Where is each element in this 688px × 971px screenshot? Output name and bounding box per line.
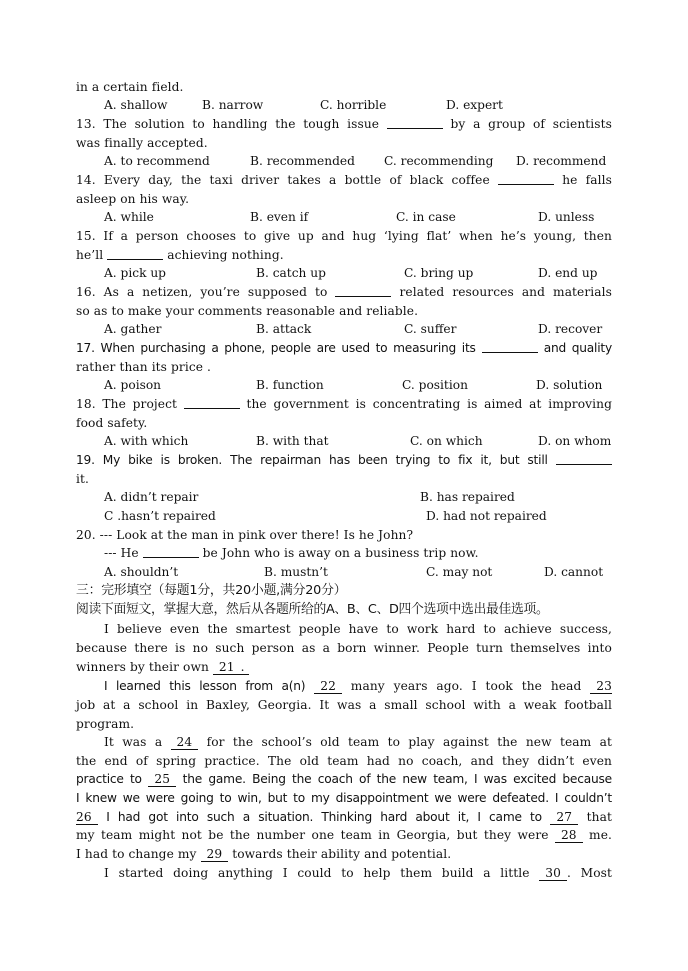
blank-number: 23 — [590, 679, 612, 694]
question-14-line2 — [76, 190, 612, 208]
blank-number: 27 — [550, 810, 578, 825]
text: that — [586, 810, 612, 824]
stem: asleep on his way. — [76, 192, 190, 206]
option-d: D. on whom — [538, 434, 612, 448]
answer-blank — [482, 339, 538, 353]
stem: he falls — [562, 173, 612, 187]
passage-line — [76, 826, 612, 844]
option-b: B. attack — [256, 322, 312, 336]
passage-line — [104, 677, 612, 695]
question-15-line2 — [76, 246, 612, 264]
stem: achieving nothing. — [167, 248, 284, 262]
option-a: A. with which — [104, 434, 189, 448]
text: . Most — [566, 866, 612, 880]
option-a: A. gather — [104, 322, 162, 336]
passage-line — [76, 639, 612, 657]
stem: food safety. — [76, 416, 148, 430]
text: It was a — [104, 735, 163, 749]
stem: 18. The project — [76, 397, 178, 411]
passage-line — [76, 808, 612, 826]
option-c: C. suffer — [404, 322, 457, 336]
text: job at a school in Baxley, Georgia. It was a small school with a weak football — [76, 698, 612, 712]
text: the end of spring practice. The old team had no coach, and they didn’t even — [76, 754, 612, 768]
option-b: B. narrow — [202, 98, 264, 112]
option-a: A. shallow — [104, 98, 168, 112]
blank-number: 30 — [539, 866, 567, 881]
question-18-line2 — [76, 414, 612, 432]
blank-number: 25 — [148, 772, 176, 787]
option-b: B. mustn’t — [264, 565, 328, 579]
option-d: D. had not repaired — [426, 509, 547, 523]
option-c: C. on which — [410, 434, 483, 448]
option-d: D. unless — [538, 210, 595, 224]
question-18 — [76, 395, 612, 413]
blank-number: 24 — [171, 735, 199, 750]
text: because there is no such person as a born winner. People turn themselves into — [76, 641, 612, 655]
stem: 14. Every day, the taxi driver takes a bottle of black coffee — [76, 173, 490, 187]
stem: 15. If a person chooses to give up and hug ‘lying flat’ when he’s young, then — [76, 229, 612, 243]
section-instructions: 阅读下面短文，掌握大意，然后从各题所给的A、B、C、D四个选项中选出最佳选项。 — [76, 602, 549, 617]
passage-line — [104, 733, 612, 751]
question-17-line2 — [76, 358, 612, 376]
text: many years ago. I took the head — [350, 679, 582, 693]
text: for the school’s old team to play against the new team at — [206, 735, 612, 749]
text: practice to — [76, 772, 142, 786]
answer-blank — [387, 115, 443, 129]
q12-continuation — [76, 78, 612, 96]
text: the game. Being the coach of the new team, I was excited because — [182, 772, 612, 786]
text: I had got into such a situation. Thinking hard about it, I came to — [106, 810, 542, 824]
punctuation: . — [241, 660, 249, 675]
stem: 20. --- Look at the man in pink over there! Is he John? — [76, 528, 414, 542]
stem: related resources and materials — [399, 285, 613, 299]
stem: and quality — [543, 341, 612, 355]
option-b: B. even if — [250, 210, 309, 224]
question-17 — [76, 339, 612, 357]
option-d: D. end up — [538, 266, 598, 280]
text: in a certain field. — [76, 80, 184, 94]
passage-line — [76, 845, 612, 863]
option-d: D. recover — [538, 322, 603, 336]
question-19-line2 — [76, 470, 612, 488]
question-20-line2 — [104, 544, 612, 562]
stem: was finally accepted. — [76, 136, 208, 150]
stem: be John who is away on a business trip now. — [202, 546, 479, 560]
text: I learned this lesson from a(n) — [104, 679, 306, 693]
text: winners by their own — [76, 660, 209, 674]
option-b: B. with that — [256, 434, 329, 448]
option-a: A. while — [104, 210, 154, 224]
passage-line — [76, 658, 612, 676]
option-d: D. expert — [446, 98, 503, 112]
option-b: B. catch up — [256, 266, 326, 280]
option-a: A. poison — [104, 378, 162, 392]
question-16 — [76, 283, 612, 301]
blank-number: 29 — [201, 847, 229, 862]
text: towards their ability and potential. — [232, 847, 452, 861]
text: I started doing anything I could to help them build a little — [104, 866, 530, 880]
passage-line — [104, 620, 612, 638]
stem: so as to make your comments reasonable and reliable. — [76, 304, 419, 318]
stem: it. — [76, 472, 89, 486]
text: me. — [589, 828, 612, 842]
option-c: C. may not — [426, 565, 493, 579]
blank-number: 22 — [314, 679, 342, 694]
option-c: C. bring up — [404, 266, 474, 280]
option-c: C .hasn’t repaired — [104, 509, 216, 523]
option-c: C. position — [402, 378, 468, 392]
blank-number: 28 — [555, 828, 583, 843]
passage-line — [76, 752, 612, 770]
question-20 — [76, 526, 612, 544]
text: my team might not be the number one team in Georgia, but they were — [76, 828, 549, 842]
option-a: A. to recommend — [104, 154, 210, 168]
question-15 — [76, 227, 612, 245]
stem: 19. My bike is broken. The repairman has been trying to fix it, but still — [76, 453, 548, 467]
answer-blank — [107, 246, 163, 260]
question-13-line2 — [76, 134, 612, 152]
stem: --- He — [104, 546, 139, 560]
option-a: A. shouldn’t — [104, 565, 179, 579]
stem: he’ll — [76, 248, 104, 262]
question-14 — [76, 171, 612, 189]
option-d: D. solution — [536, 378, 603, 392]
section-heading: 三：完形填空（每题1分，共20小题,满分20分） — [76, 583, 347, 598]
option-d: D. recommend — [516, 154, 607, 168]
answer-blank — [335, 283, 391, 297]
question-19 — [76, 451, 612, 469]
passage-line — [76, 789, 612, 807]
stem: 13. The solution to handling the tough issue — [76, 117, 380, 131]
option-b: B. has repaired — [420, 490, 515, 504]
answer-blank — [498, 171, 554, 185]
option-b: B. function — [256, 378, 324, 392]
stem: the government is concentrating is aimed at improving — [246, 397, 612, 411]
stem: rather than its price . — [76, 360, 212, 374]
option-d: D. cannot — [544, 565, 604, 579]
option-b: B. recommended — [250, 154, 355, 168]
stem: 16. As a netizen, you’re supposed to — [76, 285, 328, 299]
option-c: C. in case — [396, 210, 456, 224]
question-16-line2 — [76, 302, 612, 320]
passage-line — [76, 770, 612, 788]
blank-number: 21 — [213, 660, 241, 675]
passage-line — [76, 715, 612, 733]
answer-blank — [556, 451, 612, 465]
answer-blank — [143, 544, 199, 558]
question-13 — [76, 115, 612, 133]
passage-line — [76, 696, 612, 714]
text: I believe even the smartest people have to work hard to achieve success, — [104, 622, 612, 636]
stem: 17. When purchasing a phone, people are used to measuring its — [76, 341, 476, 355]
passage-line — [104, 864, 612, 882]
option-c: C. horrible — [320, 98, 387, 112]
text: I knew we were going to win, but to my disappointment we were defeated. I couldn’t — [76, 791, 612, 805]
answer-blank — [184, 395, 240, 409]
blank-number: 26 — [76, 810, 98, 825]
text: I had to change my — [76, 847, 197, 861]
stem: by a group of scientists — [450, 117, 612, 131]
option-a: A. pick up — [104, 266, 166, 280]
text: program. — [76, 717, 135, 731]
option-a: A. didn’t repair — [104, 490, 199, 504]
option-c: C. recommending — [384, 154, 494, 168]
